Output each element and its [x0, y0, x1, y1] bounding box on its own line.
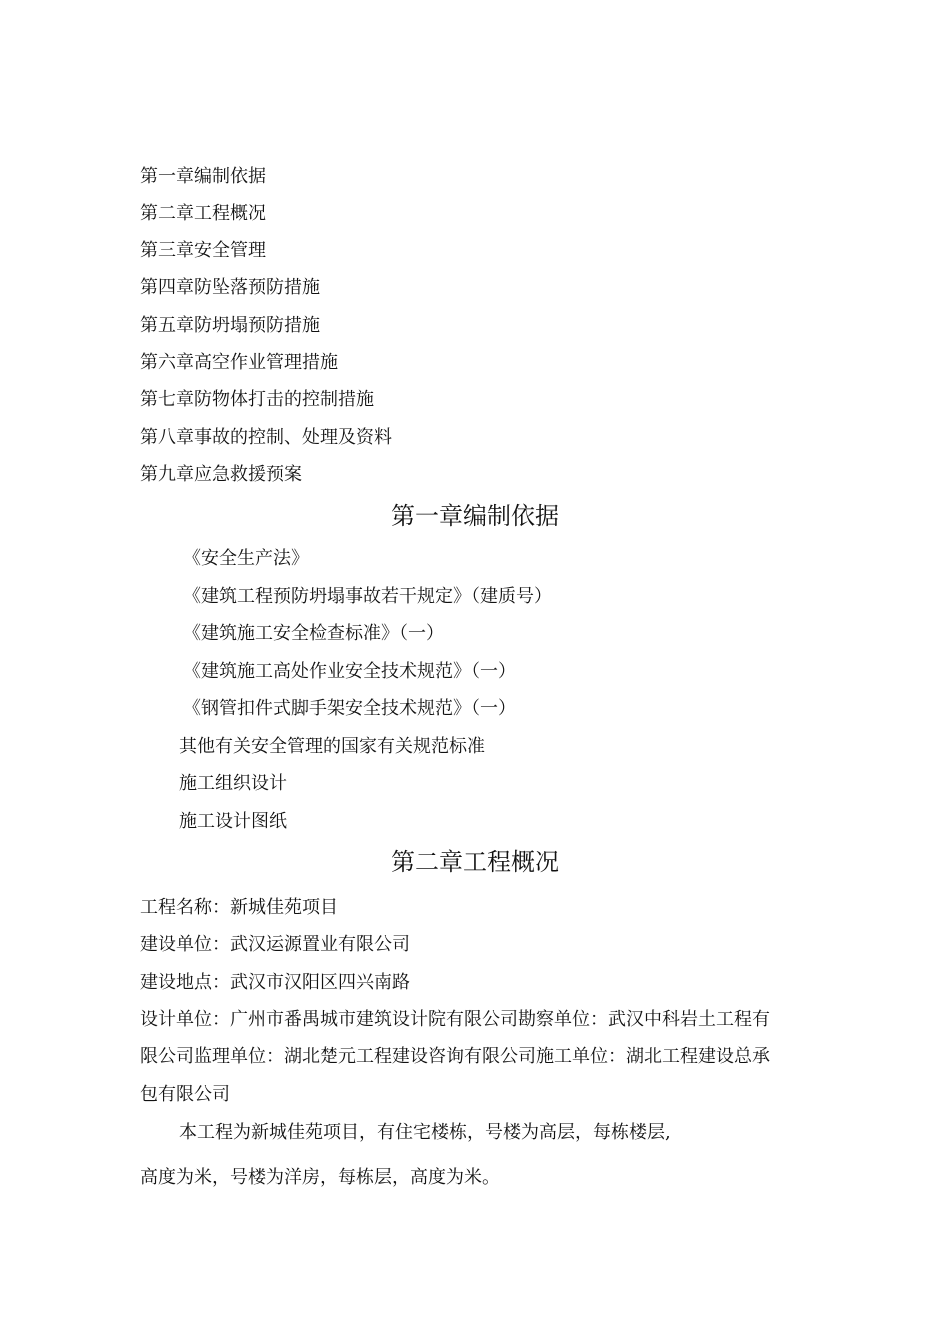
reference-item: 《建筑工程预防坍塌事故若干规定》（建质号）: [183, 586, 552, 607]
chapter2-heading: 第二章工程概况: [391, 848, 559, 876]
location-field: 建设地点：武汉市汉阳区四兴南路: [140, 972, 410, 993]
toc-item: 第九章应急救援预案: [140, 464, 302, 485]
toc-item: 第四章防坠落预防措施: [140, 277, 320, 298]
toc-item: 第八章事故的控制、处理及资料: [140, 427, 392, 448]
units-paragraph-line: 限公司监理单位：湖北楚元工程建设咨询有限公司施工单位：湖北工程建设总承: [140, 1046, 770, 1067]
reference-item: 《安全生产法》: [183, 548, 309, 569]
toc-item: 第五章防坍塌预防措施: [140, 315, 320, 336]
reference-item: 施工组织设计: [179, 773, 287, 794]
units-paragraph-line: 设计单位：广州市番禺城市建筑设计院有限公司勘察单位：武汉中科岩土工程有: [140, 1009, 770, 1030]
toc-item: 第七章防物体打击的控制措施: [140, 389, 374, 410]
units-paragraph-line: 包有限公司: [140, 1084, 230, 1105]
reference-item: 《钢管扣件式脚手架安全技术规范》（一）: [183, 698, 516, 719]
description-line: 高度为米，号楼为洋房，每栋层，高度为米。: [140, 1167, 500, 1188]
reference-item: 其他有关安全管理的国家有关规范标准: [179, 736, 485, 757]
description-line: 本工程为新城佳苑项目，有住宅楼栋，号楼为高层，每栋楼层,: [179, 1122, 671, 1143]
toc-item: 第三章安全管理: [140, 240, 266, 261]
reference-item: 《建筑施工高处作业安全技术规范》（一）: [183, 661, 516, 682]
toc-item: 第一章编制依据: [140, 166, 266, 187]
developer-field: 建设单位：武汉运源置业有限公司: [140, 934, 410, 955]
chapter1-heading: 第一章编制依据: [391, 502, 559, 530]
project-name-field: 工程名称：新城佳苑项目: [140, 897, 338, 918]
toc-item: 第二章工程概况: [140, 203, 266, 224]
reference-item: 施工设计图纸: [179, 811, 287, 832]
reference-item: 《建筑施工安全检查标准》（一）: [183, 623, 444, 644]
toc-item: 第六章高空作业管理措施: [140, 352, 338, 373]
